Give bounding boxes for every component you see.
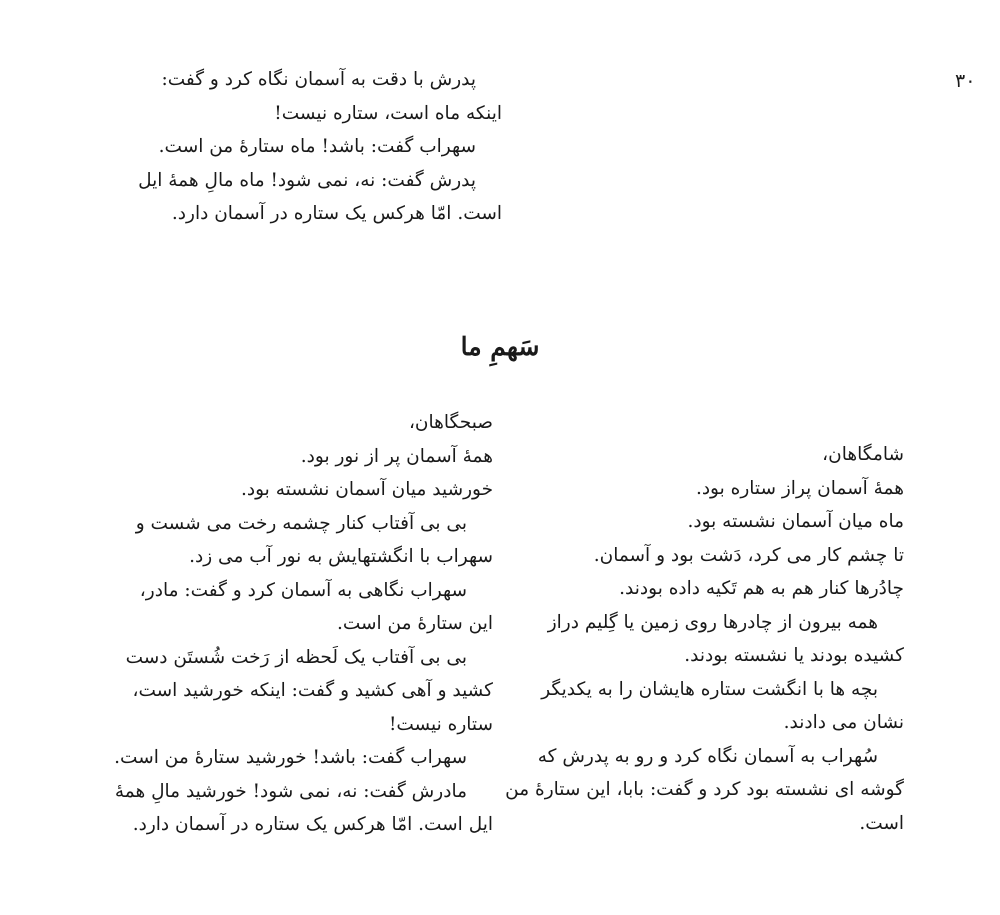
text-line: مادرش گفت: نه، نمی شود! خورشید مالِ همهٔ — [114, 780, 467, 802]
text-line: کشیده بودند یا نشسته بودند. — [684, 645, 904, 666]
text-line: صبحگاهان، — [408, 412, 493, 433]
text-line: سهراب گفت: باشد! ماه ستارهٔ من است. — [158, 136, 476, 157]
text-line: بی بی آفتاب کنار چشمه رخت می شست و — [135, 512, 467, 534]
text-line: همهٔ آسمان پراز ستاره بود. — [695, 477, 904, 499]
text-line: این ستارهٔ من است. — [336, 613, 493, 634]
text-line: نشان می دادند. — [783, 712, 904, 733]
top-text-block — [138, 63, 502, 231]
text-line: تا چشم کار می کرد، دَشت بود و آسمان. — [593, 544, 904, 566]
text-line: چادُرها کنار هم به هم تَکیه داده بودند. — [619, 578, 904, 599]
section-title: سَهمِ ما — [460, 332, 540, 361]
text-line: کشید و آهی کشید و گفت: اینکه خورشید است، — [132, 680, 493, 701]
text-line: بچه ها با انگشت ستاره هایشان را به یکدیگر — [541, 678, 878, 700]
text-line: سُهراب به آسمان نگاه کرد و رو به پدرش که — [537, 745, 878, 767]
text-line: بی بی آفتاب یک لَحظه از رَخت شُستَن دست — [125, 646, 467, 668]
text-line: است. — [859, 812, 904, 834]
text-line: ایل است. امّا هرکس یک ستاره در آسمان دارد. — [132, 814, 493, 835]
text-line: گوشه ای نشسته بود کرد و گفت: بابا، این ستارهٔ من — [505, 779, 904, 800]
text-line: سهراب با انگشتهایش به نور آب می زد. — [189, 546, 493, 567]
text-line: همهٔ آسمان پر از نور بود. — [300, 445, 493, 467]
text-line: سهراب نگاهی به آسمان کرد و گفت: مادر، — [139, 579, 467, 601]
text-line: است. امّا هرکس یک ستاره در آسمان دارد. — [171, 203, 502, 224]
text-line: همه بیرون از چادرها روی زمین یا گِلیم دراز — [547, 611, 878, 633]
text-line: اینکه ماه است، ستاره نیست! — [274, 102, 502, 124]
text-line: پدرش با دقت به آسمان نگاه کرد و گفت: — [161, 69, 476, 90]
text-line: شامگاهان، — [822, 444, 904, 465]
text-line: سهراب گفت: باشد! خورشید ستارهٔ من است. — [114, 747, 467, 768]
text-line: خورشید میان آسمان نشسته بود. — [241, 479, 493, 500]
left-column — [114, 406, 493, 842]
text-line: ستاره نیست! — [388, 713, 493, 735]
text-line: ماه میان آسمان نشسته بود. — [687, 511, 904, 532]
page-number: ۳۰ — [955, 70, 976, 92]
text-line: پدرش گفت: نه، نمی شود! ماه مالِ همهٔ ایل — [138, 169, 476, 191]
right-column — [505, 438, 904, 840]
